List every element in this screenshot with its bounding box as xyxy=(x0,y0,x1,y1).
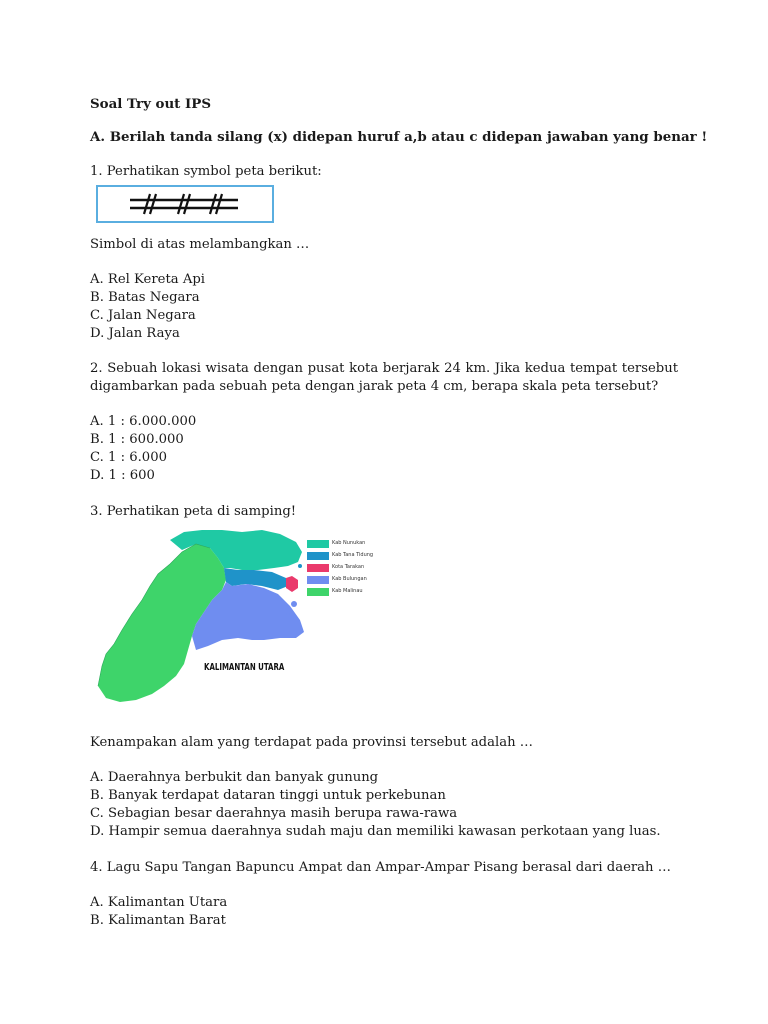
question-3-option-d: D. Hampir semua daerahnya sudah maju dan memiliki kawasan perkotaan yang luas. xyxy=(90,824,661,839)
question-1-prompt: 1. Perhatikan symbol peta berikut: xyxy=(90,164,322,179)
instruction-text: A. Berilah tanda silang (x) didepan huruf a,b atau c didepan jawaban yang benar ! xyxy=(90,129,708,145)
map-title: KALIMANTAN UTARA xyxy=(204,662,285,673)
question-4-prompt: 4. Lagu Sapu Tangan Bapuncu Ampat dan Ampar-Ampar Pisang berasal dari daerah … xyxy=(90,860,671,875)
legend-label: Kota Tarakan xyxy=(332,564,365,570)
kalimantan-utara-map xyxy=(92,526,307,712)
question-1-follow-up: Simbol di atas melambangkan … xyxy=(90,237,310,252)
question-3-option-b: B. Banyak terdapat dataran tinggi untuk perkebunan xyxy=(90,788,446,803)
legend-swatch xyxy=(307,552,329,560)
legend-swatch xyxy=(307,576,329,584)
question-2-option-b: B. 1 : 600.000 xyxy=(90,432,184,447)
legend-swatch xyxy=(307,540,329,548)
question-2-prompt: 2. Sebuah lokasi wisata dengan pusat kota berjarak 24 km. Jika kedua tempat tersebut digambarkan pada sebuah peta dengan jarak peta 4 cm, berapa skala peta tersebut? xyxy=(90,361,678,394)
map-symbol-icon xyxy=(98,187,272,221)
question-2-option-d: D. 1 : 600 xyxy=(90,468,155,483)
legend-swatch xyxy=(307,588,329,596)
question-3-option-c: C. Sebagian besar daerahnya masih berupa rawa-rawa xyxy=(90,806,458,821)
legend-label: Kab Malinau xyxy=(332,588,363,594)
question-2-option-c: C. 1 : 6.000 xyxy=(90,450,167,465)
question-3-follow-up: Kenampakan alam yang terdapat pada provinsi tersebut adalah … xyxy=(90,735,533,750)
legend-label: Kab Tana Tidung xyxy=(332,552,374,558)
question-1-option-a: A. Rel Kereta Api xyxy=(90,272,205,287)
question-3-option-a: A. Daerahnya berbukit dan banyak gunung xyxy=(90,770,379,785)
legend-label: Kab Nunukan xyxy=(332,540,366,546)
question-1-option-c: C. Jalan Negara xyxy=(90,308,196,323)
question-2-option-a: A. 1 : 6.000.000 xyxy=(90,414,197,429)
question-1-option-d: D. Jalan Raya xyxy=(90,326,180,341)
legend-item xyxy=(307,588,407,598)
province-map xyxy=(92,526,392,712)
legend-label: Kab Bulungan xyxy=(332,576,367,582)
question-3-prompt: 3. Perhatikan peta di samping! xyxy=(90,504,297,519)
legend-swatch xyxy=(307,564,329,572)
legend-item xyxy=(307,552,407,562)
document-title: Soal Try out IPS xyxy=(90,96,212,112)
legend-item xyxy=(307,564,407,574)
legend-item xyxy=(307,576,407,586)
map-symbol-box xyxy=(96,185,274,223)
question-1-option-b: B. Batas Negara xyxy=(90,290,200,305)
question-4-option-b: B. Kalimantan Barat xyxy=(90,913,226,928)
legend-item xyxy=(307,540,407,550)
question-4-option-a: A. Kalimantan Utara xyxy=(90,895,228,910)
